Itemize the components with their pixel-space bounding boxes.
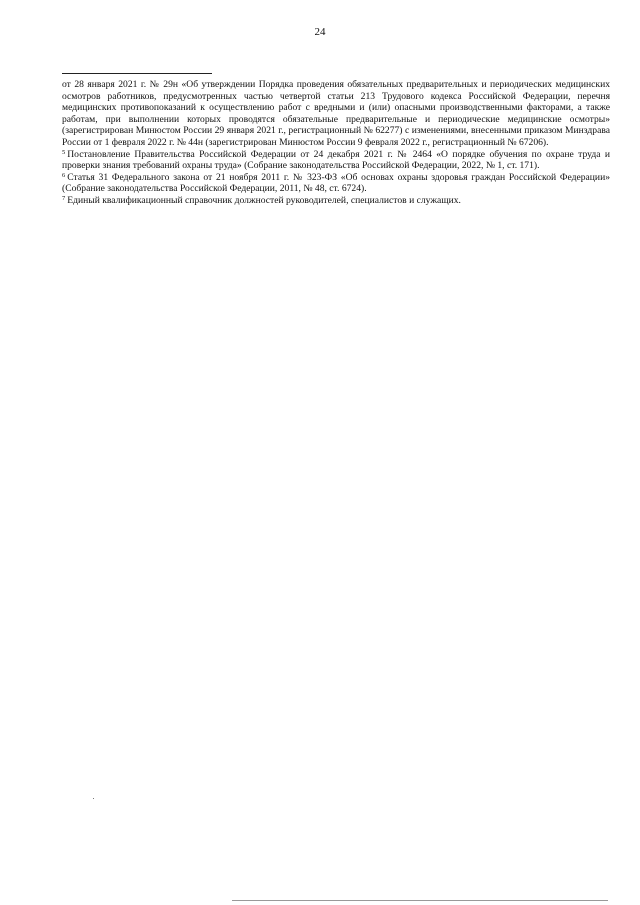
footnotes-block [62,79,610,207]
footnote-marker: 5 [62,148,66,156]
footnote-separator [62,73,212,74]
footnote-5 [62,149,610,172]
page-number: 24 [314,26,326,38]
footnote-text: от 28 января 2021 г. № 29н «Об утверждении Порядка проведения обязательных предварительных и периодических медицинских осмотров работников, предусмотренных частью четвертой статьи 213 Трудового кодекса Российской Федерации, перечня медицинских противопоказаний к осуществлению работ с вредными и (или) опасными производственными факторами, а также работам, при выполнении которых проводятся обязательные предварительные и периодические медицинские осмотры» (зарегистрирован Минюстом России 29 января 2021 г., регистрационный № 62277) с изменениями, внесенными приказом Минздрава России от 1 февраля 2022 г. № 44н (зарегистрирован Минюстом России 9 февраля 2022 г., регистрационный № 67206). [62,79,610,148]
footnote-text: Единый квалификационный справочник должностей руководителей, специалистов и служащих. [67,194,461,206]
footnote-text: Постановление Правительства Российской Федерации от 24 декабря 2021 г. № 2464 «О порядке обучения по охране труда и проверки знания требований охраны труда» (Собрание законодательства Российской Федерации, 2022, № 1, ст. 171). [62,148,610,172]
footnote-text: Статья 31 Федерального закона от 21 ноября 2011 г. № 323-ФЗ «Об основах охраны здоровья граждан Российской Федерации» (Собрание законодательства Российской Федерации, 2011, № 48, ст. 6724). [62,171,610,195]
footnote-marker: 7 [62,194,66,202]
footnote-continuation [62,79,610,149]
scan-speck [93,798,94,799]
footnote-7 [62,195,610,207]
scan-edge-line [232,900,608,901]
footnote-marker: 6 [62,171,66,179]
footnote-6 [62,172,610,195]
